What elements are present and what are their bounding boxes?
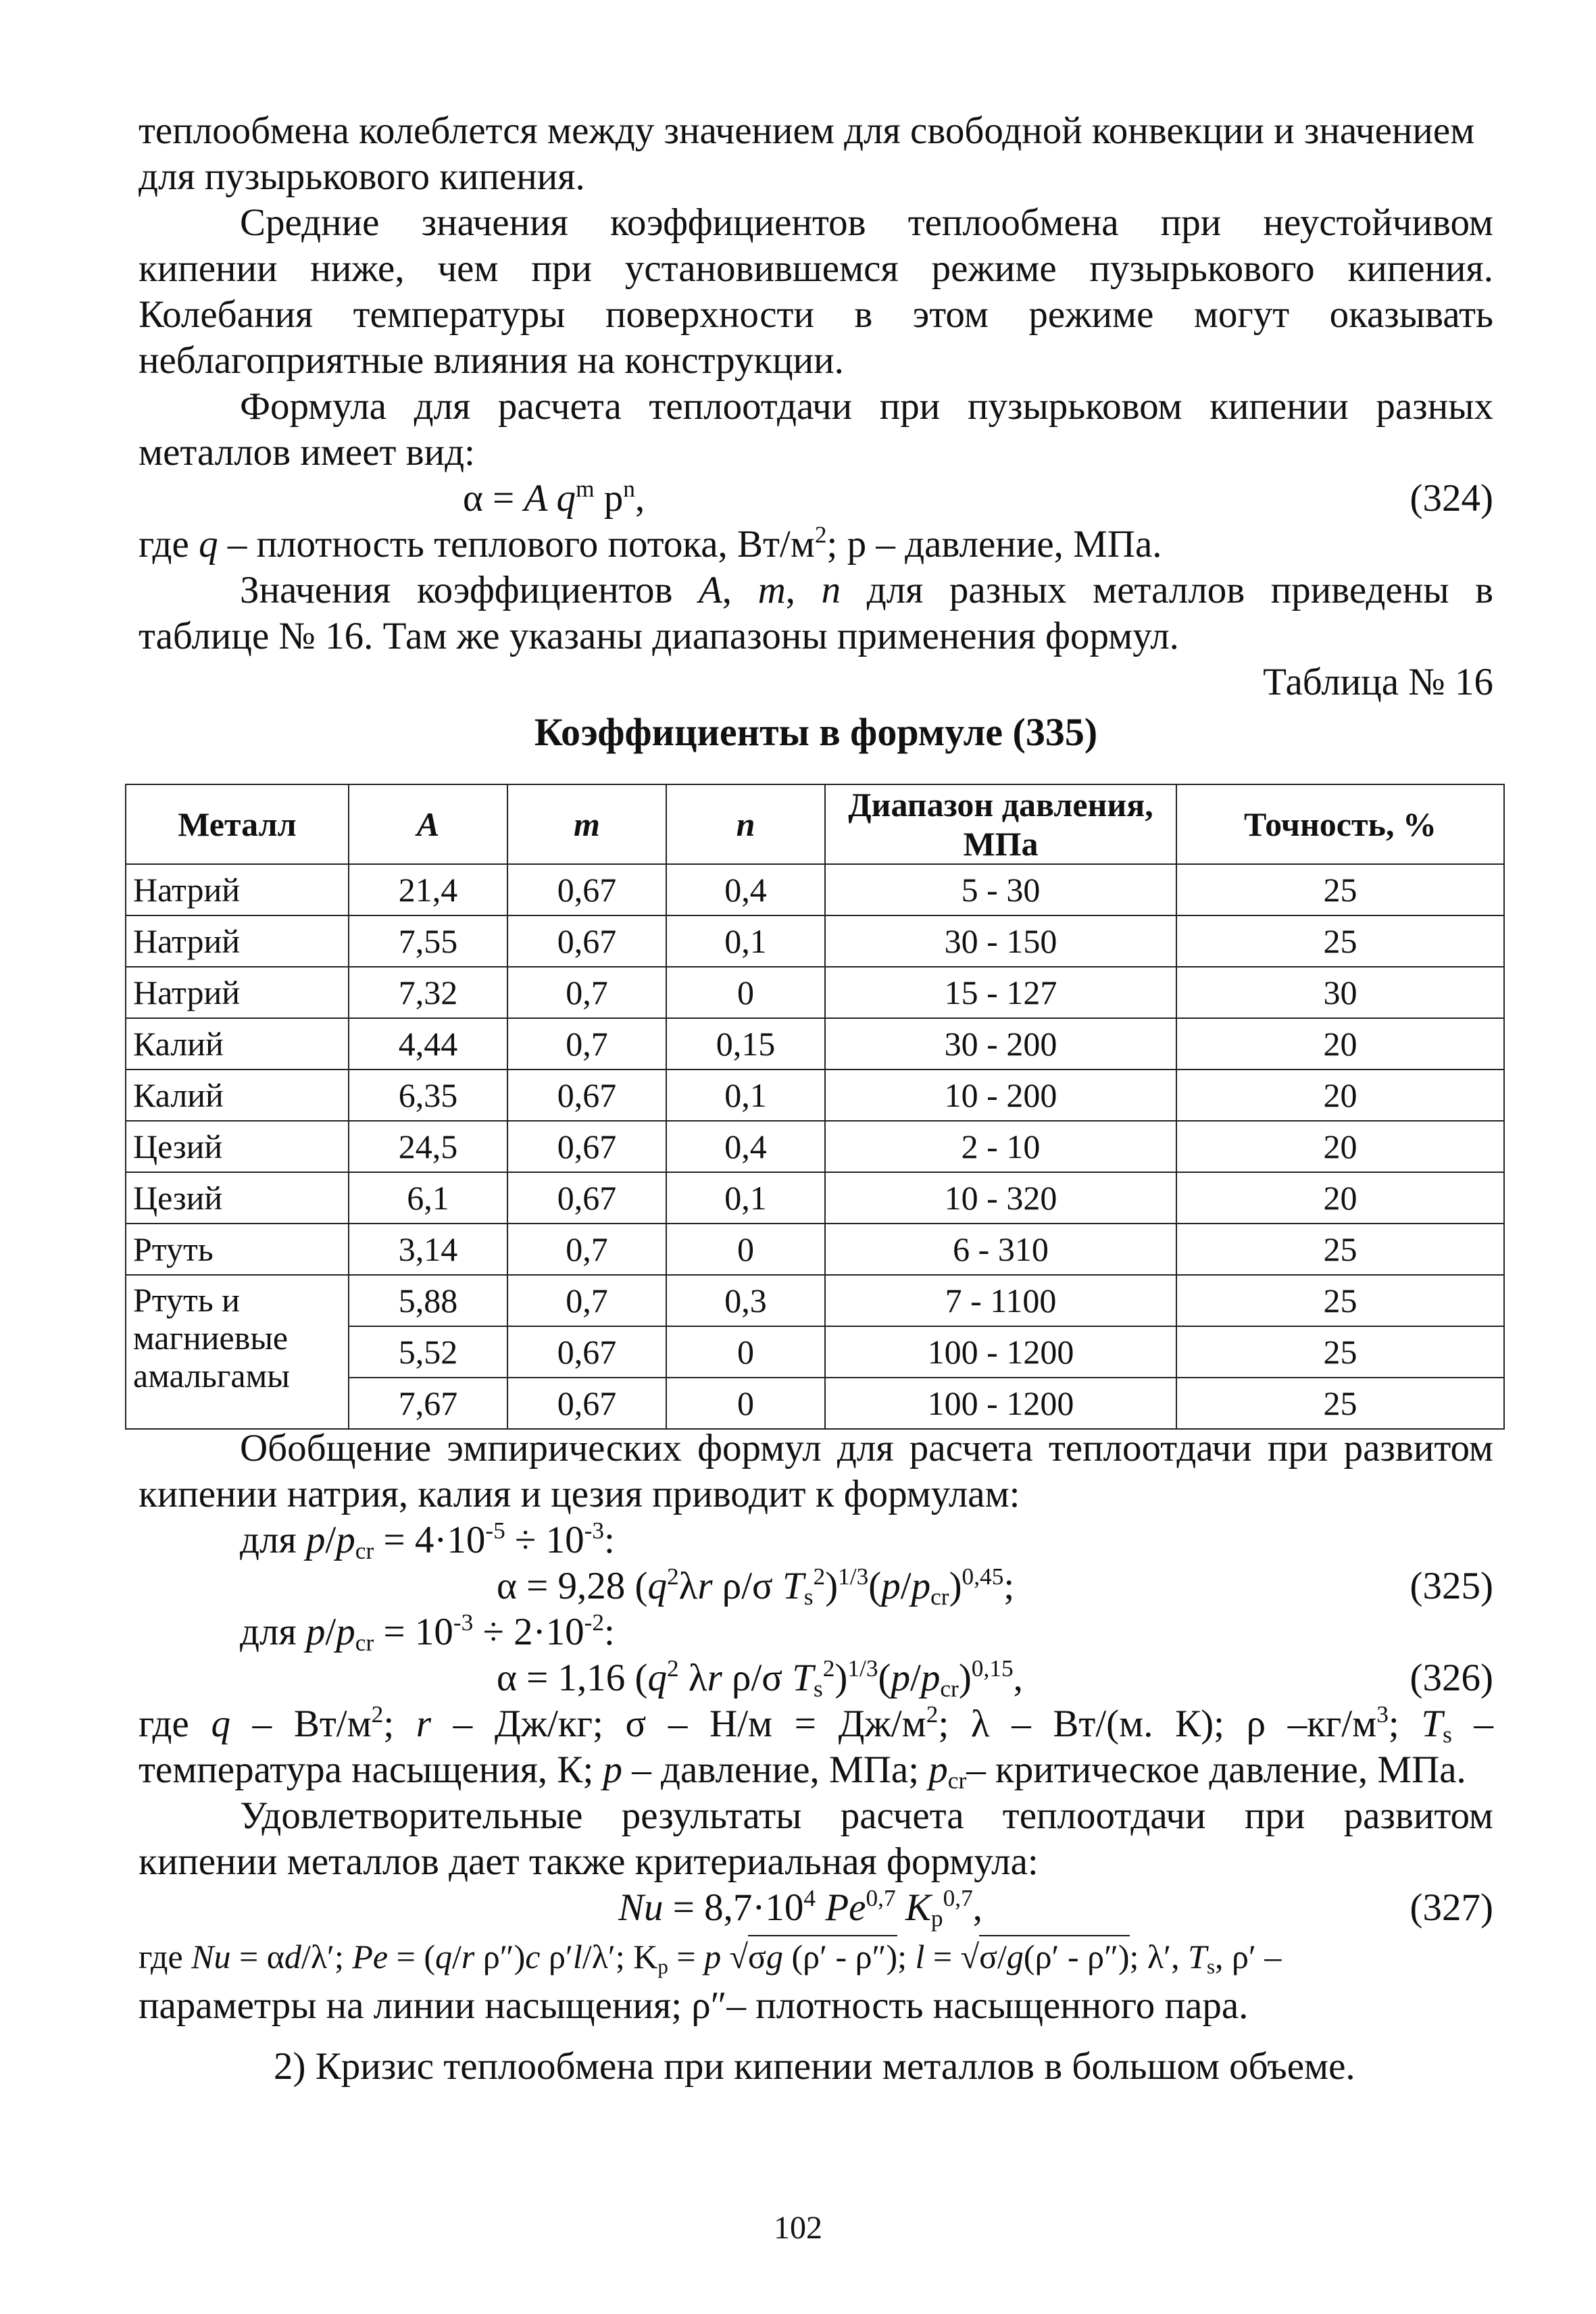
cell-a: 7,32	[349, 967, 507, 1018]
cell-accuracy: 20	[1176, 1172, 1504, 1224]
cell-n: 0,4	[666, 1121, 825, 1172]
where-326-line1: где q – $Вт/м^2$; r – Дж/кг; $\sigma - Н/м = Дж/м^2$; λ – Вт/(м. К); ρ $-кг/м^3$; $T_s$ –	[139, 1701, 1493, 1748]
where-324: где q – плотность теплового потока, $Вт/м^2$; р – давление, МПа.	[139, 521, 1162, 565]
cell-a: 3,14	[349, 1224, 507, 1275]
cell-n: 0	[666, 1378, 825, 1429]
cell-accuracy: 20	[1176, 1121, 1504, 1172]
table-row	[126, 1018, 1504, 1070]
para5-line1: Обобщение эмпирических формул для расчета теплоотдачи при развитом	[240, 1427, 1493, 1469]
cell-n: 0,1	[666, 1172, 825, 1224]
header-metal: Металл	[126, 784, 349, 864]
table-row	[126, 1172, 1504, 1224]
cell-n: 0,1	[666, 915, 825, 967]
equation-325-formula: α = 9,28 ($q^2\lambda r$ ρ/σ $T_s^2)^{1/3}(p/p_{cr})^{0,45}$;	[497, 1563, 1015, 1610]
coefficients-table	[125, 784, 1505, 1430]
para2-line2: кипении ниже, чем при установившемся режиме пузырькового кипения.	[139, 247, 1493, 290]
para4-line1-text: Значения коэффициентов	[240, 569, 673, 611]
cell-range: 5 - 30	[825, 864, 1176, 915]
equation-326-formula: α = 1,16 ($q^2$ λr ρ/σ $T_s^2)^{1/3}(p/p_{cr})^{0,15}$,	[497, 1655, 1023, 1702]
para2-line4: неблагоприятные влияния на конструкции.	[139, 339, 844, 382]
equation-326-number: (326)	[1410, 1657, 1493, 1699]
cell-accuracy: 25	[1176, 1275, 1504, 1326]
cell-m: 0,7	[507, 967, 666, 1018]
cell-accuracy: 25	[1176, 1224, 1504, 1275]
para1-line2: для пузырькового кипения.	[139, 155, 585, 198]
cell-metal: Ртуть	[126, 1224, 349, 1275]
where-327-line2: параметры на линии насыщения; ρ″– плотность насыщенного пара.	[139, 1984, 1249, 2027]
para2-line3: Колебания температуры поверхности в этом режиме могут оказывать	[139, 293, 1493, 336]
cell-range: 10 - 200	[825, 1070, 1176, 1121]
equation-324-number: (324)	[1410, 477, 1493, 520]
para4-line2: таблице № 16. Там же указаны диапазоны применения формул.	[139, 615, 1179, 657]
cell-m: 0,67	[507, 864, 666, 915]
cell-metal: Натрий	[126, 915, 349, 967]
cell-accuracy: 25	[1176, 1326, 1504, 1378]
cell-accuracy: 20	[1176, 1018, 1504, 1070]
table-label: Таблица № 16	[1263, 661, 1493, 703]
cell-range: 10 - 320	[825, 1172, 1176, 1224]
page-number: 102	[774, 2210, 822, 2246]
table-row	[126, 1224, 1504, 1275]
cell-m: 0,67	[507, 1070, 666, 1121]
equation-327-number: (327)	[1410, 1886, 1493, 1929]
table-row	[126, 864, 1504, 915]
header-a: A	[349, 784, 507, 864]
where-324-text: – плотность теплового потока, Вт/м	[227, 523, 815, 565]
cell-a: 5,52	[349, 1326, 507, 1378]
where-327-line1: где Nu = αd/λ′; Pe = (q/r ρ″)c ρ′l/λ′; $K_p = p$ √σg (ρ′ - ρ″); l = √σ/g(ρ′ - ρ″); λ′, $T_s$, ρ′ –	[139, 1934, 1493, 1980]
cell-metal: Натрий	[126, 967, 349, 1018]
cell-m: 0,7	[507, 1224, 666, 1275]
cell-m: 0,67	[507, 1121, 666, 1172]
condition-325: для $p/p_{cr} = 4\cdot 10^{-5} \div 10^{-3}$:	[240, 1517, 615, 1564]
cell-n: 0,15	[666, 1018, 825, 1070]
cell-range: 30 - 200	[825, 1018, 1176, 1070]
cell-a: 6,35	[349, 1070, 507, 1121]
para3-line2: металлов имеет вид:	[139, 431, 475, 474]
where-326-line2: температура насыщения, К; p – давление, МПа; $p_{cr}-$ критическое давление, МПа.	[139, 1749, 1466, 1794]
cell-metal: Калий	[126, 1070, 349, 1121]
table-row	[126, 1070, 1504, 1121]
cell-range: 6 - 310	[825, 1224, 1176, 1275]
condition-326: для $p/p_{cr} = 10^{-3} \div 2\cdot 10^{-2}$:	[240, 1609, 615, 1656]
cell-range: 100 - 1200	[825, 1378, 1176, 1429]
cell-a: 7,55	[349, 915, 507, 967]
para6-line2: кипении металлов дает также критериальная формула:	[139, 1840, 1039, 1883]
para6-line1: Удовлетворительные результаты расчета теплоотдачи при развитом	[240, 1794, 1493, 1837]
cell-accuracy: 25	[1176, 915, 1504, 967]
cell-metal: Цезий	[126, 1172, 349, 1224]
cell-range: 15 - 127	[825, 967, 1176, 1018]
header-n: n	[666, 784, 825, 864]
para1-line1: теплообмена колеблется между значением для свободной конвекции и значением	[139, 109, 1475, 152]
cell-n: 0,1	[666, 1070, 825, 1121]
cell-n: 0	[666, 1224, 825, 1275]
table-title: Коэффициенты в формуле (335)	[534, 710, 1098, 754]
cell-accuracy: 20	[1176, 1070, 1504, 1121]
para4-line1: Значения коэффициентов A, m, n для разных металлов приведены в	[240, 569, 1494, 611]
equation-325-number: (325)	[1410, 1565, 1493, 1607]
cell-accuracy: 25	[1176, 1378, 1504, 1429]
cell-n: 0,4	[666, 864, 825, 915]
para5-line2: кипении натрия, калия и цезия приводит к формулам:	[139, 1473, 1020, 1515]
where-326-line2-text: температура насыщения, К;	[139, 1749, 594, 1791]
cell-range: 100 - 1200	[825, 1326, 1176, 1378]
table-header-row	[126, 784, 1504, 864]
para3-line1: Формула для расчета теплоотдачи при пузырьковом кипении разных	[240, 385, 1493, 428]
cell-m: 0,67	[507, 1172, 666, 1224]
cell-metal: Цезий	[126, 1121, 349, 1172]
header-m: m	[507, 784, 666, 864]
header-accuracy: Точность, %	[1176, 784, 1504, 864]
cell-accuracy: 25	[1176, 864, 1504, 915]
section-heading: 2) Кризис теплообмена при кипении металлов в большом объеме.	[274, 2045, 1355, 2088]
equation-327-formula: $Nu = 8,7\cdot 10^4$ Pe$^{0,7}$ $K_p^{0,7}$,	[618, 1884, 983, 1932]
cell-metal: Калий	[126, 1018, 349, 1070]
cell-a: 7,67	[349, 1378, 507, 1429]
cell-m: 0,67	[507, 915, 666, 967]
cell-a: 21,4	[349, 864, 507, 915]
cell-n: 0	[666, 1326, 825, 1378]
cell-accuracy: 30	[1176, 967, 1504, 1018]
cell-m: 0,7	[507, 1018, 666, 1070]
table-row	[126, 1275, 1504, 1326]
cell-n: 0,3	[666, 1275, 825, 1326]
cell-metal-group: Ртуть и магниевые амальгамы	[126, 1275, 349, 1429]
cell-range: 2 - 10	[825, 1121, 1176, 1172]
cell-range: 30 - 150	[825, 915, 1176, 967]
cell-a: 5,88	[349, 1275, 507, 1326]
equation-324-formula: α = A $q^m$ $p^n$,	[463, 475, 645, 520]
cell-metal: Натрий	[126, 864, 349, 915]
para2-line1: Средние значения коэффициентов теплообмена при неустойчивом	[240, 201, 1493, 244]
header-pressure-range: Диапазон давления, МПа	[825, 784, 1176, 864]
cell-a: 24,5	[349, 1121, 507, 1172]
cell-a: 4,44	[349, 1018, 507, 1070]
table-row	[126, 1121, 1504, 1172]
cell-m: 0,67	[507, 1326, 666, 1378]
table-row	[126, 915, 1504, 967]
cell-range: 7 - 1100	[825, 1275, 1176, 1326]
cell-a: 6,1	[349, 1172, 507, 1224]
cell-m: 0,7	[507, 1275, 666, 1326]
table-row	[126, 967, 1504, 1018]
cell-m: 0,67	[507, 1378, 666, 1429]
cell-n: 0	[666, 967, 825, 1018]
